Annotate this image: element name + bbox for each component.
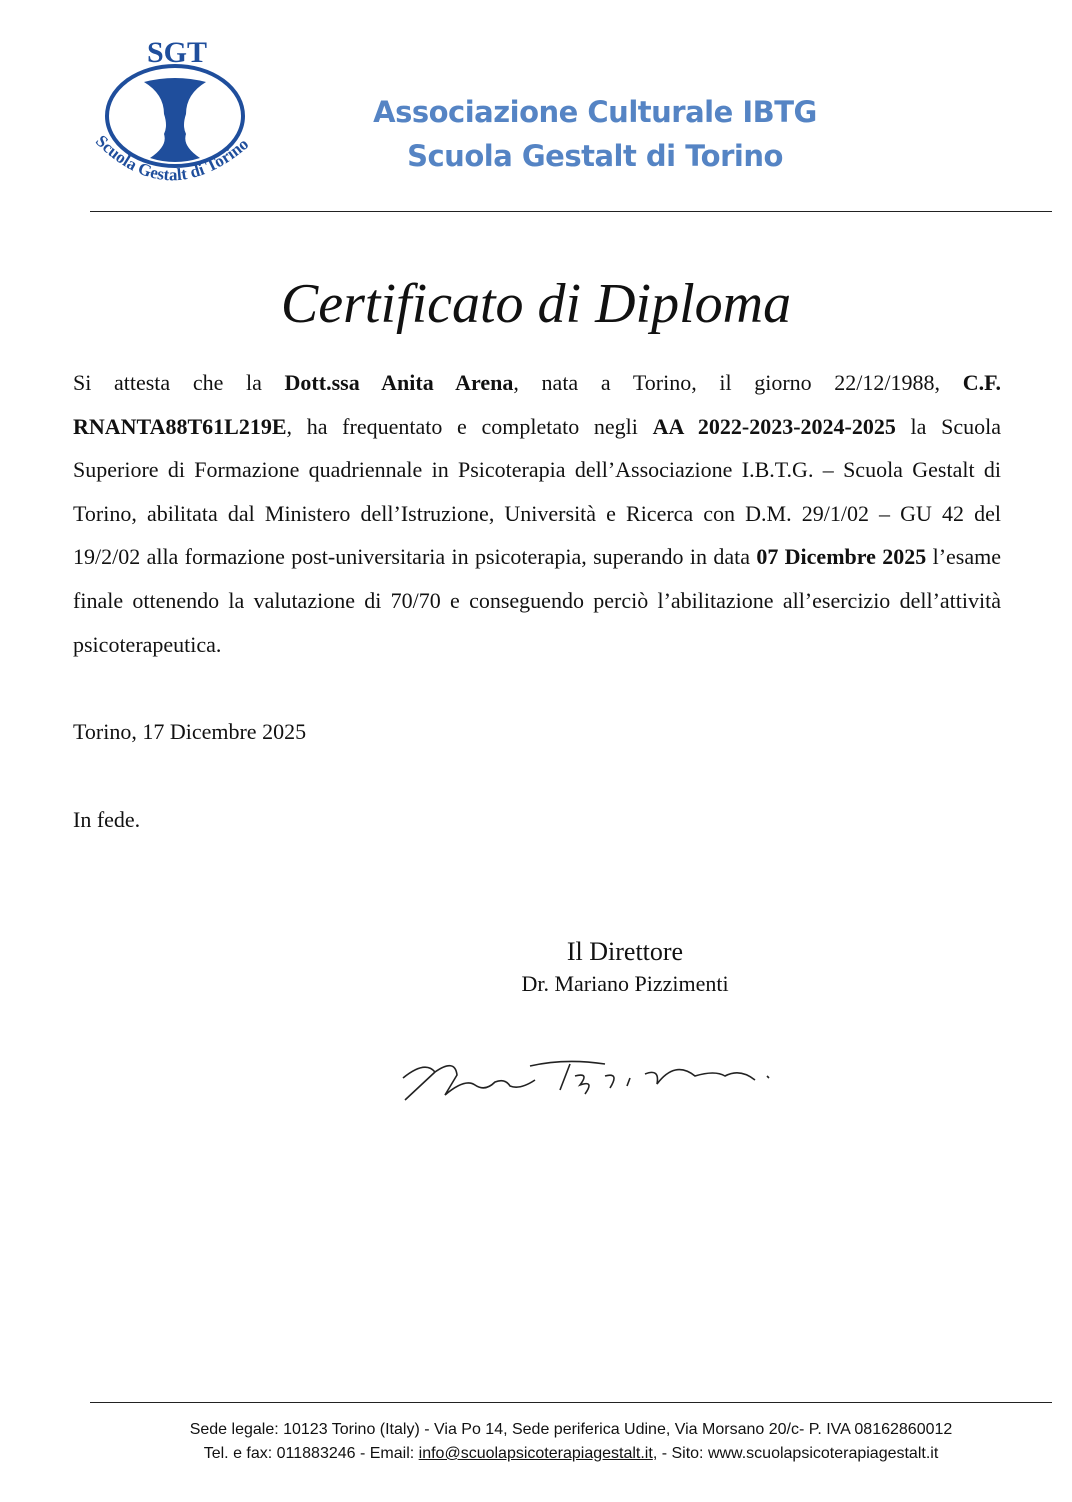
closing: In fede. <box>73 807 141 832</box>
school-name: Scuola Gestalt di Torino <box>407 139 783 173</box>
certificate-title: Certificato di Diploma <box>280 273 792 335</box>
place-date: Torino, 17 Dicembre 2025 <box>73 719 307 744</box>
handwritten-signature <box>395 1050 785 1110</box>
svg-text:Scuola Gestalt di Torino: Scuola Gestalt di Torino <box>92 131 253 185</box>
body-bold-text: C.F. RNANTA88T61L219E <box>73 370 1001 439</box>
body-text: , nata a Torino, il giorno 22/12/1988, <box>513 370 963 395</box>
email-link[interactable]: info@scuolapsicoterapiagestalt.it <box>418 1445 653 1462</box>
org-name: Associazione Culturale IBTG <box>373 95 817 129</box>
body-text: , ha frequentato e completato negli <box>286 413 653 439</box>
footer-divider <box>90 1402 1052 1403</box>
certificate-body <box>73 361 1001 666</box>
body-bold-text: 07 Dicembre 2025 <box>756 544 927 570</box>
footer <box>90 1418 1052 1466</box>
signatory-role: Il Direttore <box>566 937 684 966</box>
signatory-name: Dr. Mariano Pizzimenti <box>521 971 729 996</box>
body-text: Si attesta che la <box>73 370 285 395</box>
body-bold-text: Dott.ssa Anita Arena <box>284 370 514 395</box>
footer-website: , - Sito: www.scuolapsicoterapiagestalt.it <box>652 1445 939 1462</box>
footer-contacts <box>90 1442 1052 1466</box>
body-text: l’esame finale ottenendo la valutazione di 70/70 e conseguendo perciò l’abilitazione all’esercizio dell’attività psicoterapeutica. <box>73 544 1001 657</box>
svg-text:SGT: SGT <box>146 36 208 69</box>
body-bold-text: AA 2022-2023-2024-2025 <box>652 413 896 439</box>
school-logo <box>82 34 272 199</box>
organization-header <box>320 90 870 178</box>
header-divider <box>90 211 1052 212</box>
footer-phone: Tel. e fax: 011883246 - Email: <box>203 1445 419 1462</box>
body-text: la Scuola Superiore di Formazione quadriennale in Psicoterapia dell’Associazione I.B.T.G. – Scuola Gestalt di Torino, abilitata dal Ministero dell’Istruzione, Università e Ricerca con D.M. 29/1/02 – GU 42 del 19/2/02 alla formazione post-universitaria in psicoterapia, superando in data <box>73 413 1001 570</box>
footer-address: Sede legale: 10123 Torino (Italy) - Via Po 14, Sede periferica Udine, Via Morsano 20/c- P. IVA 08162860012 <box>189 1421 953 1438</box>
